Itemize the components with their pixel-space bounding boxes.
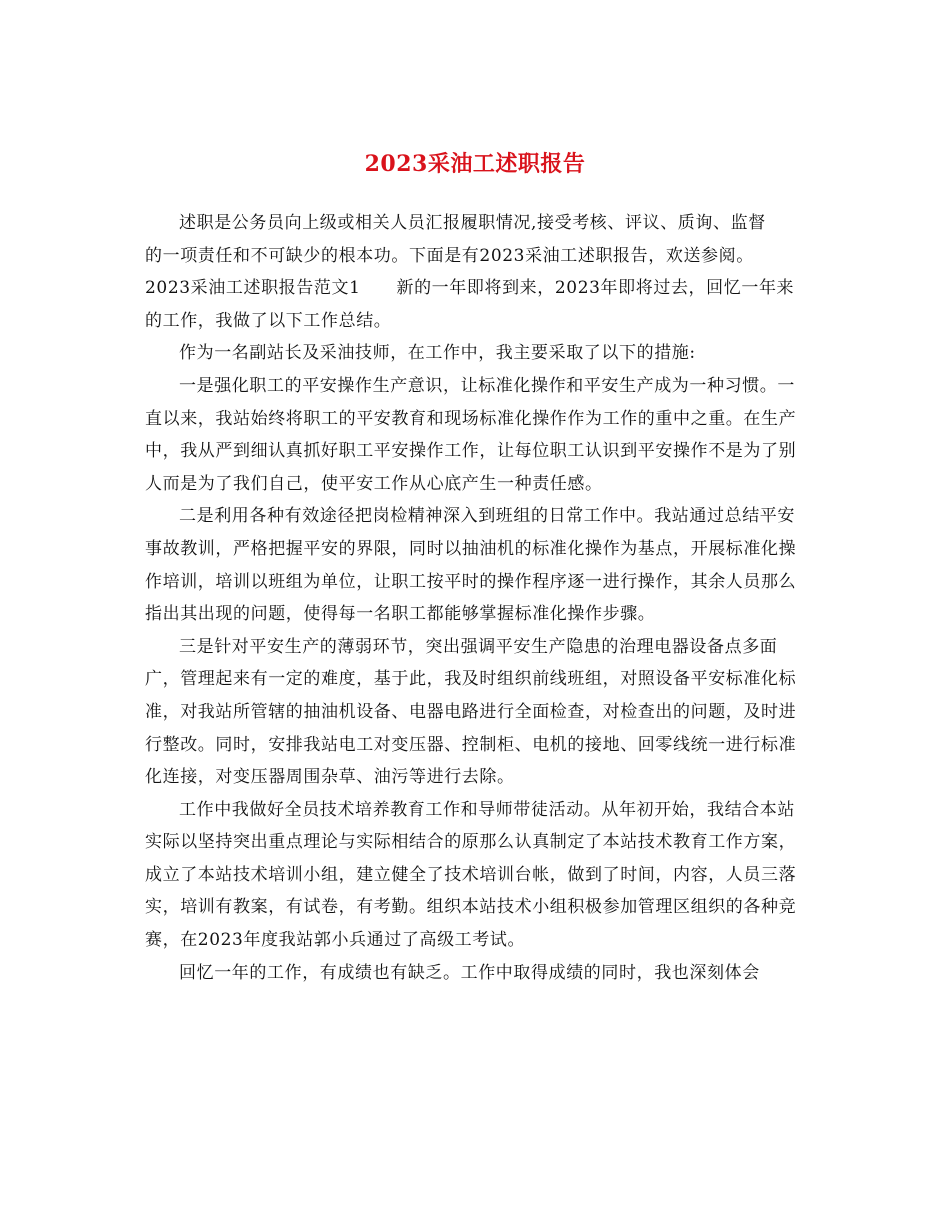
body-paragraph-safety-awareness: 一是强化职工的平安操作生产意识，让标准化操作和平安生产成为一种习惯。一直以来，我站始终将职工的平安教育和现场标准化操作作为工作的重中之重。在生产中，我从严到细认真抓好职工平安操作工作，让每位职工认识到平安操作不是为了别人而是为了我们自己，使平安工作从心底产生一种责任感。 <box>145 375 797 494</box>
body-paragraph-review: 回忆一年的工作，有成绩也有缺乏。工作中取得成绩的同时，我也深刻体会 <box>179 962 760 983</box>
body-paragraph-training: 工作中我做好全员技术培养教育工作和导师带徒活动。从年初开始，我结合本站实际以坚持突出重点理论与实际相结合的原那么认真制定了本站技术教育工作方案，成立了本站技术培训小组，建立健全了技术培训台帐，做到了时间，内容，人员三落实，培训有教案，有试卷，有考勤。组织本站技术小组积极参加管理区组织的各种竞赛，在2023年度我站郭小兵通过了高级工考试。 <box>145 799 797 951</box>
section-first-paragraph <box>145 272 801 337</box>
section-heading: 2023采油工述职报告范文1 <box>145 278 361 299</box>
body-paragraph-inspection-spirit: 二是利用各种有效途径把岗检精神深入到班组的日常工作中。我站通过总结平安事故教训，严格把握平安的界限，同时以抽油机的标准化操作为基点，开展标准化操作培训，培训以班组为单位，让职工按平时的操作程序逐一进行操作，其余人员那么指出其出现的问题，使得每一名职工都能够掌握标准化操作步骤。 <box>145 506 797 625</box>
document-title: 2023采油工述职报告 <box>364 150 586 177</box>
body-paragraph-measures: 作为一名副站长及采油技师，在工作中，我主要采取了以下的措施: <box>179 343 696 364</box>
document-body <box>145 207 801 989</box>
section-opening-text: 新的一年即将到来，2023年即将过去，回忆一年来的工作，我做了以下工作总结。 <box>145 278 795 331</box>
body-paragraph-weak-links: 三是针对平安生产的薄弱环节，突出强调平安生产隐患的治理电器设备点多面广，管理起来有一定的难度，基于此，我及时组织前线班组，对照设备平安标准化标准，对我站所管辖的抽油机设备、电器电路进行全面检查，对检查出的问题，及时进行整改。同时，安排我站电工对变压器、控制柜、电机的接地、回零线统一进行标准化连接，对变压器周围杂草、油污等进行去除。 <box>145 636 797 788</box>
intro-paragraph: 述职是公务员向上级或相关人员汇报履职情况,接受考核、评议、质询、监督的一项责任和不可缺少的根本功。下面是有2023采油工述职报告，欢送参阅。 <box>145 213 766 266</box>
